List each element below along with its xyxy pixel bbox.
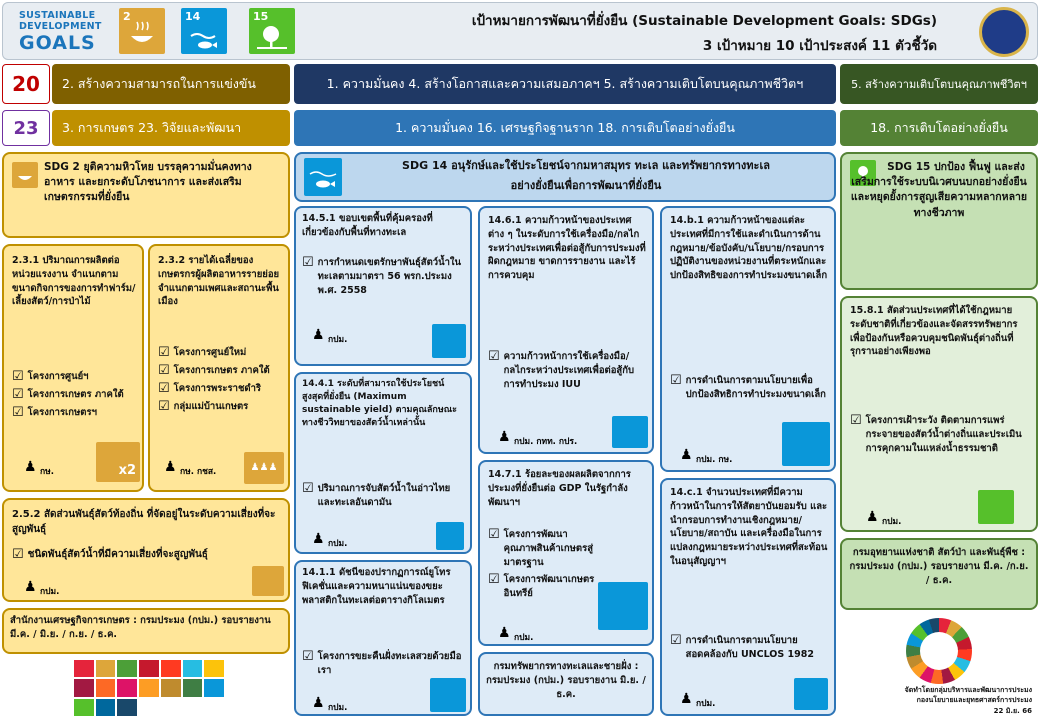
sdg15-header-icon: 15 <box>249 8 295 54</box>
checklist-item: ☑ โครงการเฝ้าระวัง ติดตามการแพร่กระจายของสัตว์น้ำต่างถิ่นและประเมินการคุกคามในแหล่งน้ำธรรมชาติ <box>850 413 1022 454</box>
sdg14-heading-line2: อย่างยั่งยืนเพื่อการพัฒนาที่ยั่งยืน <box>510 179 662 192</box>
checklist-item: ☑ โครงการเกษตรฯ <box>12 405 97 420</box>
sdg14-heading-box <box>294 152 836 202</box>
person-icon: ♟ <box>164 459 177 475</box>
checklist-item: ☑ กลุ่มแม่บ้านเกษตร <box>158 399 249 414</box>
sdg2-footer: สำนักงานเศรษฐกิจการเกษตร : กรมประมง (กปม.) รอบรายงาน มี.ค. / มิ.ย. / ก.ย. / ธ.ค. <box>2 608 290 654</box>
page-subtitle: 3 เป้าหมาย 10 เป้าประสงค์ 11 ตัวชี้วัด <box>702 38 937 54</box>
fish-icon <box>436 522 464 550</box>
checklist-item: ☑ โครงการพระราชดำริ <box>158 381 262 396</box>
org-credit-line1: จัดทำโดยกลุ่มบริหารและพัฒนาการประมง <box>904 686 1032 694</box>
agency-label: กษ. <box>40 467 54 477</box>
checklist-item: ☑ โครงการพัฒนาเกษตรอินทรีย์ <box>488 572 595 600</box>
people-icon: ♟♟♟ <box>244 452 284 484</box>
checklist-item: ☑ โครงการเกษตร ภาคใต้ <box>158 363 270 378</box>
agency-label: กปม. กทท. กปร. <box>514 437 578 447</box>
indicator-14-4-1: 14.4.1 ระดับที่สามารถใช้ประโยชน์สูงสุดที่ยั่งยืน (Maximum sustainable yield) ตามคุณลักษณะทางชีววิทยาของสัตว์น้ำเหล่านั้น ☑ ปริมาณการจับสัตว์น้ำในอ่าวไทยและทะเลอันดามัน ♟ กปม. <box>294 372 472 554</box>
indicator-2-3-1: 2.3.1 ปริมาณการผลิตต่อหน่วยแรงงาน จำแนกตามขนาดกิจการของการทำฟาร์ม/เลี้ยงสัตว์/การป่าไม้ ☑ โครงการศูนย์ฯ ☑ โครงการเกษตร ภาคใต้ ☑ โครงการเกษตรฯ ♟ กษ. x2 <box>2 244 144 492</box>
person-icon: ♟ <box>866 509 879 525</box>
boat-icon <box>612 416 648 448</box>
plan-badge: 23 <box>2 110 50 146</box>
checklist-item: ☑ โครงการขยะคืนฝั่งทะเลสวยด้วยมือเรา <box>302 649 462 676</box>
sdg2-small-icon <box>12 162 38 188</box>
sdg15-heading: SDG 15 ปกป้อง ฟื้นฟู และส่งเสริมการใช้ระบบนิเวศบนบกอย่างยั่งยืน และหยุดยั้งการสูญเสียความหลากหลายทางชีวภาพ <box>850 161 1028 219</box>
checklist-item: ☑ การกำหนดเขตรักษาพันธุ์สัตว์น้ำในทะเลตามมาตรา 56 พรก.ประมง พ.ศ. 2558 <box>302 255 462 296</box>
sdg14-small-icon <box>304 158 342 196</box>
sdg14-heading-line1: SDG 14 อนุรักษ์และใช้ประโยชน์จากมหาสมุทร ทะเล และทรัพยากรทางทะเล <box>402 159 770 172</box>
logo-line1: SUSTAINABLE <box>19 10 96 21</box>
agency-label: กปม. <box>514 633 534 643</box>
wheat-x2-icon: x2 <box>96 442 140 482</box>
indicator-14-6-1: 14.6.1 ความก้าวหน้าของประเทศต่าง ๆ ในระดับการใช้เครื่องมือ/กลไกระหว่างประเทศเพื่อต่อสู้กับการประมงที่ผิดกฎหมาย ขาดการรายงาน และไร้การควบคุม ☑ ความก้าวหน้าการใช้เครื่องมือ/กลไกระหว่างประเทศเพื่อต่อสู้กับการทำประมง IUU ♟ กปม. กทท. กปร. <box>478 206 654 454</box>
fish-icon <box>432 324 466 358</box>
indicator-14-5-1: 14.5.1 ขอบเขตพื้นที่คุ้มครองที่เกี่ยวข้องกับพื้นที่ทางทะเล ☑ การกำหนดเขตรักษาพันธุ์สัตว์น้ำในทะเลตามมาตรา 56 พรก.ประมง พ.ศ. 2558 ♟ กปม. <box>294 206 472 366</box>
sdg14-footer: กรมทรัพยากรทางทะเลและชายฝั่ง : กรมประมง (กปม.) รอบรายงาน มิ.ย. / ธ.ค. <box>478 652 654 716</box>
checklist-item: ☑ โครงการเกษตร ภาคใต้ <box>12 387 124 402</box>
logo-line2: DEVELOPMENT <box>19 21 102 32</box>
page-header <box>2 2 1038 60</box>
sdg-wheel-logo <box>906 618 972 684</box>
checklist-item: ☑ โครงการพัฒนาคุณภาพสินค้าเกษตรสู่มาตรฐาน <box>488 527 593 568</box>
agency-label: กปม. <box>328 539 348 549</box>
sdg2-header-icon: 2 <box>119 8 165 54</box>
indicator-2-3-2: 2.3.2 รายได้เฉลี่ยของเกษตรกรผู้ผลิตอาหารรายย่อย จำแนกตามเพศและสถานะพื้นเมือง ☑ โครงการศูนย์ใหม่ ☑ โครงการเกษตร ภาคใต้ ☑ โครงการพระราชดำริ ☑ กลุ่มแม่บ้านเกษตร ♟ กษ. กชส. ♟♟♟ <box>148 244 290 492</box>
sdg14-header-icon: 14 <box>181 8 227 54</box>
agency-label: กปม. <box>328 703 348 713</box>
indicator-2-5-2: 2.5.2 สัดส่วนพันธุ์สัตว์ท้องถิ่น ที่จัดอยู่ในระดับความเสี่ยงที่จะสูญพันธุ์ ☑ ชนิดพันธุ์สัตว์น้ำที่มีความเสี่ยงที่จะสูญพันธุ์ ♟ กปม. <box>2 498 290 602</box>
indicator-14-7-1: 14.7.1 ร้อยละของผลผลิตจากการประมงที่ยั่งยืนต่อ GDP ในรัฐกำลังพัฒนาฯ ☑ โครงการพัฒนาคุณภาพสินค้าเกษตรสู่มาตรฐาน ☑ โครงการพัฒนาเกษตรอินทรีย์ ♟ กปม. <box>478 460 654 646</box>
checklist-item: ☑ การดำเนินการตามนโยบายเพื่อปกป้องสิทธิการทำประมงขนาดเล็ก <box>670 373 826 400</box>
plan-right: 18. การเติบโตอย่างยั่งยืน <box>840 110 1038 146</box>
indicator-15-8-1: 15.8.1 สัดส่วนประเทศที่ได้ใช้กฎหมายระดับชาติที่เกี่ยวข้องและจัดสรรทรัพยากรเพื่อป้องกันหรือควบคุมชนิดพันธุ์ต่างถิ่นที่รุกรานอย่างเพียงพอ ☑ โครงการเฝ้าระวัง ติดตามการแพร่กระจายของสัตว์น้ำต่างถิ่นและประเมินการคุกคามในแหล่งน้ำธรรมชาติ ♟ กปม. <box>840 296 1038 532</box>
trawler-icon <box>782 422 830 466</box>
org-credit-line2: กองนโยบายและยุทธศาสตร์การประมง <box>916 696 1032 704</box>
agency-label: กปม. <box>696 699 716 709</box>
plan-middle: 1. ความมั่นคง 16. เศรษฐกิจฐานราก 18. การเติบโตอย่างยั่งยืน <box>294 110 836 146</box>
fishing-icon <box>598 582 648 630</box>
agency-label: กปม. <box>40 587 60 597</box>
plan-left: 3. การเกษตร 23. วิจัยและพัฒนา <box>52 110 290 146</box>
checklist-item: ☑ การดำเนินการตามนโยบายสอดคล้องกับ UNCLOS 1982 <box>670 633 814 660</box>
sdg-logo <box>19 10 105 56</box>
checklist-item: ☑ โครงการศูนย์ใหม่ <box>158 345 247 360</box>
person-icon: ♟ <box>680 447 693 463</box>
person-icon: ♟ <box>312 327 325 343</box>
sdg2-heading: SDG 2 ยุติความหิวโหย บรรลุความมั่นคงทางอาหาร และยกระดับโภชนาการ และส่งเสริมเกษตรกรรมที่ยั่งยืน <box>44 161 252 204</box>
tractor-icon <box>252 566 284 596</box>
person-icon: ♟ <box>498 429 511 445</box>
person-icon: ♟ <box>312 531 325 547</box>
person-icon: ♟ <box>24 579 37 595</box>
logo-line3: GOALS <box>19 32 96 54</box>
sdg15-heading-box <box>840 152 1038 290</box>
strategy-left: 2. สร้างความสามารถในการแข่งขัน <box>52 64 290 104</box>
agency-label: กปม. กษ. <box>696 455 733 465</box>
sdg15-footer: กรมอุทยานแห่งชาติ สัตว์ป่า และพันธุ์พืช : กรมประมง (กปม.) รอบรายงาน มี.ค. /ก.ย. / ธ.ค. <box>840 538 1038 610</box>
strategy-middle: 1. ความมั่นคง 4. สร้างโอกาสและความเสมอภาคฯ 5. สร้างความเติบโตบนคุณภาพชีวิตฯ <box>294 64 836 104</box>
checklist-item: ☑ ความก้าวหน้าการใช้เครื่องมือ/กลไกระหว่างประเทศเพื่อต่อสู้กับการทำประมง IUU <box>488 349 634 390</box>
page-title: เป้าหมายการพัฒนาที่ยั่งยืน (Sustainable Development Goals: SDGs) <box>471 13 937 29</box>
checklist-item: ☑ ปริมาณการจับสัตว์น้ำในอ่าวไทยและทะเลอันดามัน <box>302 481 451 508</box>
person-icon: ♟ <box>24 459 37 475</box>
agency-label: กษ. กชส. <box>180 467 217 477</box>
credit-date: 22 มิ.ย. 66 <box>993 707 1032 715</box>
document-icon <box>794 678 828 710</box>
plant-icon <box>978 490 1014 524</box>
sdg-icons-grid <box>74 660 224 716</box>
agency-label: กปม. <box>328 335 348 345</box>
person-icon: ♟ <box>498 625 511 641</box>
checklist-item: ☑ ชนิดพันธุ์สัตว์น้ำที่มีความเสี่ยงที่จะสูญพันธุ์ <box>12 547 208 562</box>
agency-label: กปม. <box>882 517 902 527</box>
strategy-right: 5. สร้างความเติบโตบนคุณภาพชีวิตฯ <box>840 64 1038 104</box>
person-icon: ♟ <box>680 691 693 707</box>
strategy-badge: 20 <box>2 64 50 104</box>
checklist-item: ☑ โครงการศูนย์ฯ <box>12 369 89 384</box>
indicator-14-1-1: 14.1.1 ดัชนีของปรากฏการณ์ยูโทรฟิเคชั่นและความหนาแน่นของขยะพลาสติกในทะเลต่อตารางกิโลเมตร ☑ โครงการขยะคืนฝั่งทะเลสวยด้วยมือเรา ♟ กปม. <box>294 560 472 716</box>
sdg2-heading-box <box>2 152 290 238</box>
person-icon: ♟ <box>312 695 325 711</box>
indicator-14-b-1: 14.b.1 ความก้าวหน้าของแต่ละประเทศที่มีการใช้และดำเนินการด้านกฎหมาย/ข้อบังคับ/นโยบาย/กรอบการปฏิบัติงานของหน่วยงานที่ตระหนักและปกป้องสิทธิของการทำประมงขนาดเล็ก ☑ การดำเนินการตามนโยบายเพื่อปกป้องสิทธิการทำประมงขนาดเล็ก ♟ กปม. กษ. <box>660 206 836 472</box>
indicator-14-c-1: 14.c.1 จำนวนประเทศที่มีความก้าวหน้าในการให้สัตยาบันยอมรับ และนำกรอบการทำงานเชิงกฎหมาย/นโยบาย/สถาบัน และเครื่องมือในการแปลงกฎหมายระหว่างประเทศที่สะท้อนในอนุสัญญาฯ ☑ การดำเนินการตามนโยบายสอดคล้องกับ UNCLOS 1982 ♟ กปม. <box>660 478 836 716</box>
ocean-icon <box>430 678 466 712</box>
department-seal-icon <box>979 7 1029 57</box>
